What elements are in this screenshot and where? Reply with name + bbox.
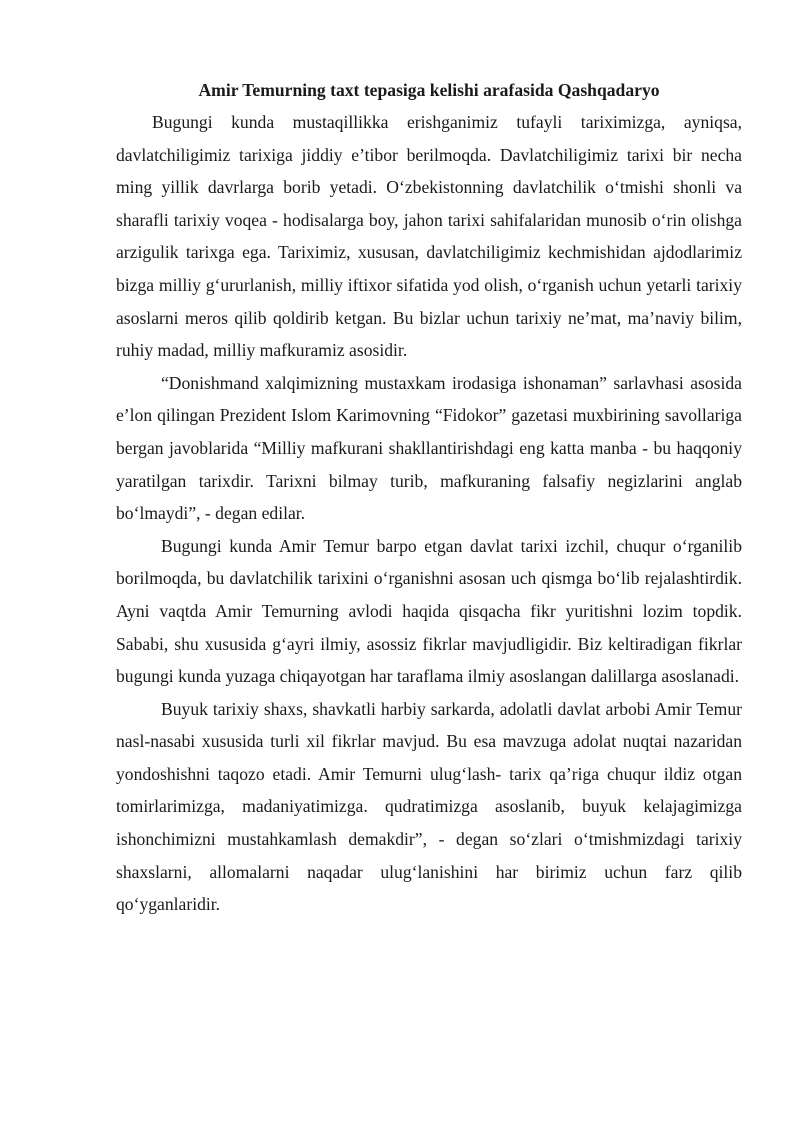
document-title: Amir Temurning taxt tepasiga kelishi arafasida Qashqadaryo [198,80,660,100]
document-body [116,74,742,921]
paragraph-3: Bugungi kunda Amir Temur barpo etgan davlat tarixi izchil, chuqur o‘rganilib borilmoqda, bu davlatchilik tarixini o‘rganishni asosan uch qismga bo‘lib rejalashtirdik. Ayni vaqtda Amir Temurning avlodi haqida qisqacha fikr yuritishni lozim topdik. Sababi, shu xususida g‘ayri ilmiy, asossiz fikrlar mavjudligidir. Biz keltiradigan fikrlar bugungi kunda yuzaga chiqayotgan har taraflama ilmiy asoslangan dalillarga asoslanadi. [116,535,742,687]
paragraph-1: Bugungi kunda mustaqillikka erishganimiz tufayli tariximizga, ayniqsa, davlatchiligimiz tarixiga jiddiy e’tibor berilmoqda. Davlatchiligimiz tarixi bir necha ming yillik davrlarga borib yetadi. O‘zbekistonning davlatchilik o‘tmishi shonli va sharafli tarixiy voqea - hodisalarga boy, jahon tarixi sahifalaridan munosib o‘rin olishga arzigulik tarixga ega. Tariximiz, xususan, davlatchiligimiz kechmishidan ajdodlarimiz bizga milliy g‘ururlanish, milliy iftixor sifatida yod olish, o‘rganish uchun yetarli tarixiy asoslarni meros qilib qoldirib ketgan. Bu bizlar uchun tarixiy ne’mat, ma’naviy bilim, ruhiy madad, milliy mafkuramiz asosidir. [116,112,742,361]
paragraph-2: “Donishmand xalqimizning mustaxkam irodasiga ishonaman” sarlavhasi asosida e’lon qilingan Prezident Islom Karimovning “Fidokor” gazetasi muxbirining savollariga bergan javoblarida “Milliy mafkurani shakllantirishdagi eng katta manba - bu haqqoniy yaratilgan tarixdir. Tarixni bilmay turib, mafkuraning falsafiy negizlarini anglab bo‘lmaydi”, - degan edilar. [116,372,742,524]
paragraph-4: Buyuk tarixiy shaxs, shavkatli harbiy sarkarda, adolatli davlat arbobi Amir Temur nasl-nasabi xususida turli xil fikrlar mavjud. Bu esa mavzuga adolat nuqtai nazaridan yondoshishni taqozo etadi. Amir Temurni ulug‘lash- tarix qa’riga chuqur ildiz otgan tomirlarimizga, madaniyatimizga. qudratimizga asoslanib, buyuk kelajagimizga ishonchimizni mustahkamlash demakdir”, - degan so‘zlari o‘tmishmizdagi tarixiy shaxslarni, allomalarni naqadar ulug‘lanishini har birimiz uchun farz qilib qo‘yganlaridir. [116,698,742,915]
